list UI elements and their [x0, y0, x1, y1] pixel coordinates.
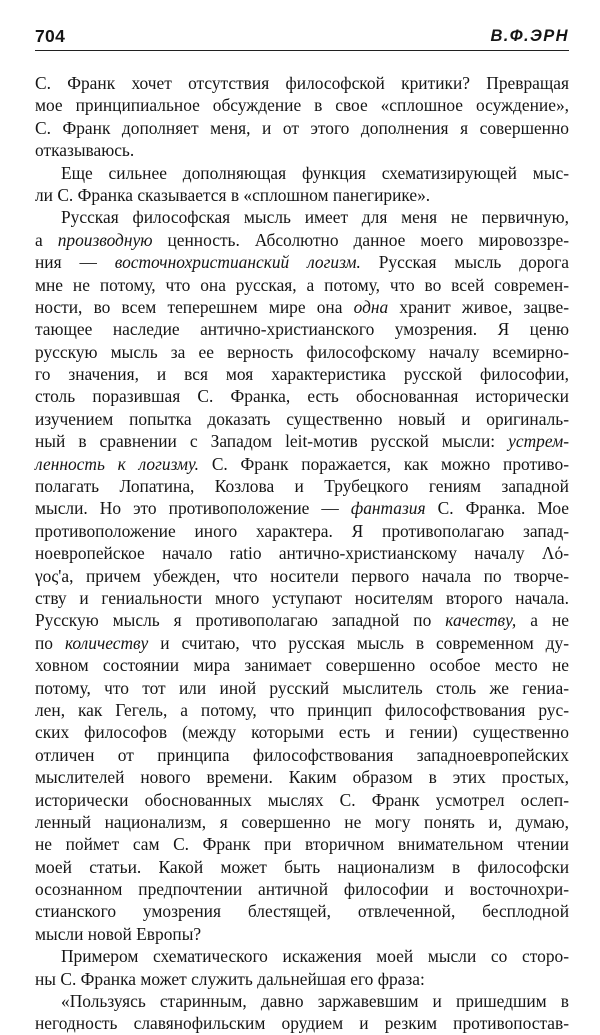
- text-run: ценность. Абсолютно данное моего мировоззре-: [152, 229, 569, 250]
- italic-run: производную: [57, 229, 153, 250]
- text-line: Русская философская мысль имеет для меня не первичную,: [61, 207, 569, 228]
- text-line: осознанном предпочтении античной философии и восточнохри-: [35, 879, 569, 900]
- text-run: а: [35, 229, 58, 250]
- text-line: [35, 497, 569, 519]
- text-run: ния —: [35, 252, 115, 273]
- text-line: Примером схематического искажения моей мысли со сторо-: [61, 946, 569, 967]
- text-line: γος'а, причем убежден, что носители первого начала по творче-: [35, 565, 569, 586]
- text-run: и считаю, что русская мысль в современном ду-: [148, 632, 569, 653]
- text-line: столь поразившая С. Франка, есть обоснованная исторически: [35, 386, 569, 407]
- italic-run: фантазия: [350, 498, 426, 519]
- text-line: изучением попытка доказать существенно новый и оригиналь-: [35, 408, 569, 429]
- text-run: а не: [516, 610, 569, 631]
- text-run: ный в сравнении с Западом leit-мотив русской мысли:: [35, 431, 509, 452]
- header-rule: [35, 50, 569, 51]
- italic-run: одна: [353, 296, 389, 317]
- text-line: ских философов (между которыми есть и гении) существенно: [35, 722, 569, 743]
- text-line: ховном состоянии мира занимает совершенно особое место не: [35, 655, 569, 676]
- body-text: [35, 72, 569, 1035]
- text-line: полагать Лопатина, Козлова и Трубецкого гениям западной: [35, 476, 569, 497]
- page-number: 704: [35, 26, 66, 46]
- text-run: Русская мысль дорога: [360, 252, 570, 273]
- text-line: ленный национализм, я совершенно не могу понять и, думаю,: [35, 811, 569, 832]
- text-line: ству и гениальности много уступают носителям второго начала.: [35, 587, 569, 608]
- text-line: ноевропейское начало ratio антично-христианскому началу Λό-: [35, 543, 569, 564]
- text-run: Русскую мысль я противополагаю западной по: [35, 610, 446, 631]
- italic-run: восточнохристианский логизм.: [114, 252, 361, 273]
- text-run: хранит живое, зацве-: [388, 296, 569, 317]
- running-title: В.Ф.ЭРН: [490, 27, 569, 45]
- text-line: мое принципиальное обсуждение в свое «сплошное осуждение»,: [35, 95, 569, 116]
- text-line: ны С. Франка может служить дальнейшая его фраза:: [35, 968, 425, 989]
- text-line: стианского умозрения блестящей, отвлеченной, бесплодной: [35, 901, 569, 922]
- text-line: [35, 632, 569, 654]
- text-line: лен, как Гегель, а потому, что принцип философствования рус-: [35, 699, 569, 720]
- italic-run: качеству,: [445, 610, 517, 631]
- text-line: го значения, и вся моя характеристика русской философии,: [35, 364, 569, 385]
- italic-run: устрем-: [508, 431, 569, 452]
- text-line: мысли новой Европы?: [35, 923, 202, 944]
- text-line: [35, 229, 569, 251]
- text-line: отличен от принципа философствования западноевропейских: [35, 744, 569, 765]
- text-line: противоположение иного характера. Я противополагаю запад-: [35, 520, 569, 541]
- text-run: по: [35, 632, 65, 653]
- text-line: [35, 251, 569, 273]
- text-line: моей статьи. Какой может быть национализм в философски: [35, 856, 569, 877]
- text-line: [35, 430, 569, 452]
- text-line: русскую мысль за ее верность философскому началу всемирно-: [35, 341, 569, 362]
- text-line: С. Франк хочет отсутствия философской критики? Превращая: [35, 73, 569, 93]
- text-line: потому, что тот или иной русский мыслитель столь же гениа-: [35, 677, 569, 698]
- text-line: отказываюсь.: [35, 140, 135, 161]
- text-line: «Пользуясь старинным, давно заржавевшим и пришедшим в: [61, 991, 569, 1012]
- text-line: [35, 296, 569, 318]
- text-run: ности, во всем теперешнем мире она: [35, 296, 354, 317]
- text-run: С. Франк поражается, как можно противо-: [199, 453, 570, 474]
- running-head: [35, 24, 569, 52]
- text-run: С. Франка. Мое: [425, 498, 569, 519]
- text-line: мыслителей нового времени. Каким образом в этих простых,: [35, 767, 569, 788]
- text-line: мне не потому, что она русская, а потому, что во всей современ-: [35, 274, 569, 295]
- italic-run: количеству: [64, 632, 149, 653]
- text-line: негодность славянофильским орудием и резким противопостав-: [35, 1013, 569, 1034]
- text-line: [35, 609, 569, 631]
- text-line: ли С. Франка сказывается в «сплошном панегирике».: [35, 184, 431, 205]
- italic-run: ленность к логизму.: [35, 453, 200, 474]
- text-line: не поймет сам С. Франк при вторичном внимательном чтении: [35, 834, 569, 855]
- text-run: мысли. Но это противоположение —: [35, 498, 351, 519]
- text-line: С. Франк дополняет меня, и от этого дополнения я совершенно: [35, 117, 569, 138]
- text-line: тающее наследие антично-христианского умозрения. Я ценю: [35, 319, 569, 340]
- text-line: Еще сильнее дополняющая функция схематизирующей мыс-: [61, 162, 569, 183]
- text-line: [35, 453, 569, 475]
- text-line: исторически обоснованных мыслях С. Франк усмотрел ослеп-: [35, 789, 569, 810]
